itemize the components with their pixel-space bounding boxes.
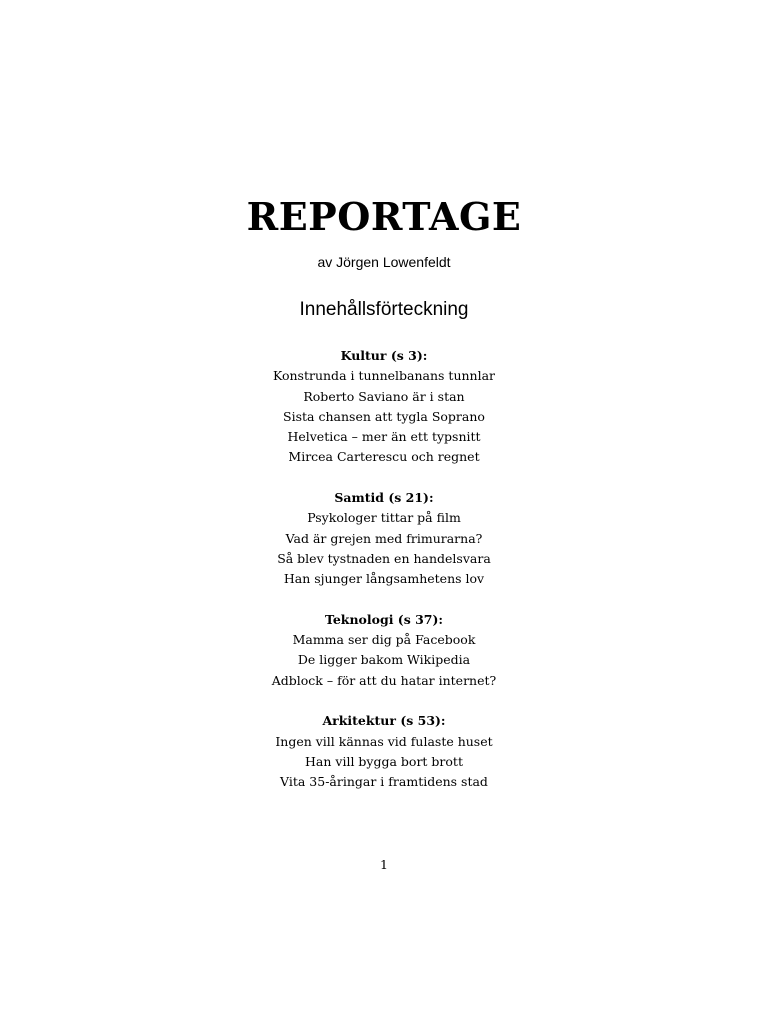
- page-number: 1: [380, 857, 388, 872]
- toc-entry: Ingen vill kännas vid fulaste huset: [275, 733, 493, 749]
- toc-entry: Mircea Carterescu och regnet: [288, 449, 480, 465]
- toc-heading: Innehållsförteckning: [299, 299, 469, 320]
- toc-section-teknologi: [0, 610, 768, 691]
- toc-entry: Helvetica – mer än ett typsnitt: [287, 429, 481, 445]
- table-of-contents: [0, 346, 768, 813]
- toc-entry: Konstrunda i tunnelbanans tunnlar: [272, 368, 496, 384]
- section-title: Arkitektur (s 53):: [322, 713, 446, 729]
- author-line: av Jörgen Lowenfeldt: [317, 254, 451, 270]
- toc-section-kultur: [0, 346, 768, 468]
- toc-entry: Vita 35-åringar i framtidens stad: [280, 774, 488, 790]
- toc-section-arkitektur: [0, 711, 768, 792]
- toc-section-samtid: [0, 488, 768, 589]
- toc-entry: Vad är grejen med frimurarna?: [285, 530, 483, 546]
- toc-entry: Roberto Saviano är i stan: [303, 388, 465, 404]
- toc-entry: Sista chansen att tygla Soprano: [283, 408, 485, 424]
- toc-entry: Så blev tystnaden en handelsvara: [277, 550, 491, 566]
- section-title: Kultur (s 3):: [340, 348, 428, 363]
- toc-entry: Han vill bygga bort brott: [305, 753, 463, 769]
- toc-entry: Han sjunger långsamhetens lov: [283, 571, 485, 587]
- section-title: Samtid (s 21):: [334, 490, 434, 506]
- document-title: REPORTAGE: [246, 194, 522, 239]
- toc-entry: Adblock – för att du hatar internet?: [271, 672, 497, 688]
- toc-entry: De ligger bakom Wikipedia: [297, 652, 471, 668]
- toc-entry: Psykologer tittar på film: [307, 510, 461, 526]
- section-title: Teknologi (s 37):: [324, 611, 444, 627]
- toc-entry: Mamma ser dig på Facebook: [292, 632, 476, 648]
